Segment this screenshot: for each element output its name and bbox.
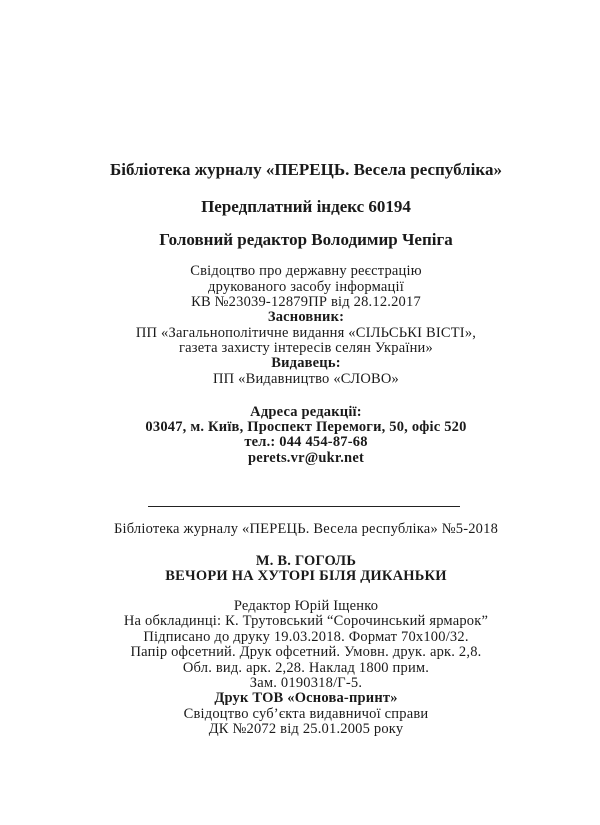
series-title: Бібліотека журналу «ПЕРЕЦЬ. Весела республіка» bbox=[110, 160, 502, 179]
imprint-line: На обкладинці: К. Трутовський “Сорочинський ярмарок” bbox=[123, 613, 489, 629]
registration-line: КВ №23039-12879ПР від 28.12.2017 bbox=[191, 294, 421, 310]
registration-line: друкованого засобу інформації bbox=[208, 279, 404, 295]
address-label: Адреса редакції: bbox=[250, 404, 362, 420]
email: perets.vr@ukr.net bbox=[248, 450, 364, 466]
imprint-line: Підписано до друку 19.03.2018. Формат 70х100/32. bbox=[143, 629, 469, 645]
registration-line: Свідоцтво про державну реєстрацію bbox=[190, 263, 422, 279]
issue-series-line: Бібліотека журналу «ПЕРЕЦЬ. Весела республіка» №5-2018 bbox=[113, 521, 499, 537]
founder-line: газета захисту інтересів селян України» bbox=[179, 340, 433, 356]
founder-line: ПП «Загальнополітичне видання «СІЛЬСЬКІ ВІСТІ», bbox=[135, 325, 477, 341]
imprint-line: Обл. вид. арк. 2,28. Наклад 1800 прим. bbox=[182, 660, 430, 676]
printer-cert-line: Свідоцтво суб’єкта видавничої справи bbox=[183, 706, 429, 722]
imprint-line: Редактор Юрій Іщенко bbox=[233, 598, 379, 614]
book-title: ВЕЧОРИ НА ХУТОРІ БІЛЯ ДИКАНЬКИ bbox=[165, 568, 447, 584]
imprint-line: Папір офсетний. Друк офсетний. Умовн. друк. арк. 2,8. bbox=[130, 644, 482, 660]
imprint-line: Зам. 0190318/Г-5. bbox=[249, 675, 363, 691]
printer: Друк ТОВ «Основа-принт» bbox=[214, 690, 398, 706]
phone: тел.: 044 454-87-68 bbox=[244, 434, 368, 450]
address: 03047, м. Київ, Проспект Перемоги, 50, офіс 520 bbox=[145, 419, 467, 435]
printer-cert-line: ДК №2072 від 25.01.2005 року bbox=[208, 721, 404, 737]
subscription-index: Передплатний індекс 60194 bbox=[201, 197, 411, 216]
chief-editor: Головний редактор Володимир Чепіга bbox=[159, 230, 453, 249]
divider bbox=[148, 506, 460, 507]
founder-label: Засновник: bbox=[267, 309, 345, 325]
author: М. В. ГОГОЛЬ bbox=[255, 553, 357, 569]
publisher: ПП «Видавництво «СЛОВО» bbox=[212, 371, 399, 387]
publisher-label: Видавець: bbox=[271, 355, 341, 371]
